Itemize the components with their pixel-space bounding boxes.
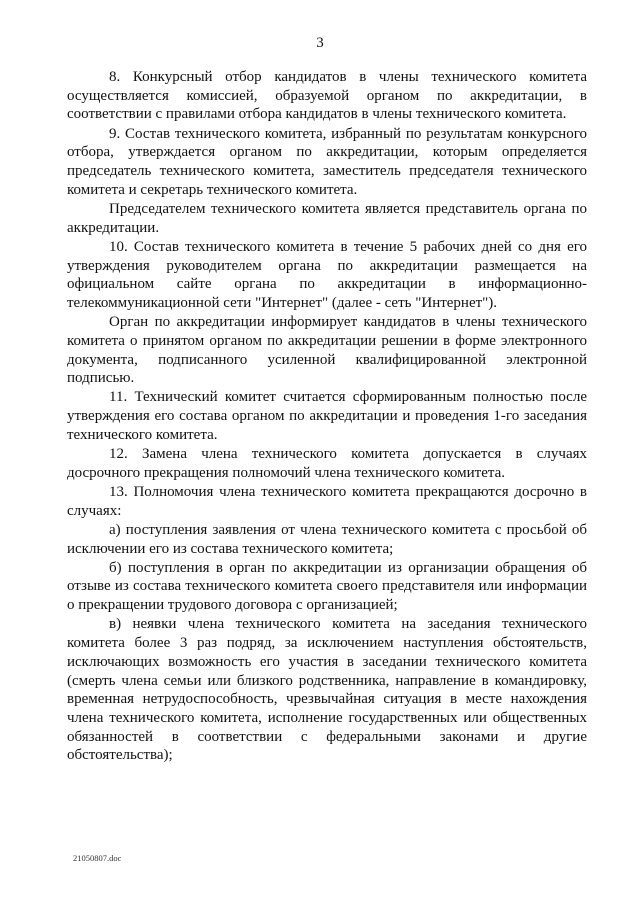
paragraph-chairman: Председателем технического комитета является представитель органа по аккредитации.: [67, 200, 587, 236]
document-body: [67, 68, 587, 766]
page-number: 3: [316, 35, 324, 51]
paragraph-item-11: 11. Технический комитет считается сформированным полностью после утверждения его состава органом по аккредитации и проведения 1-го заседания технического комитета.: [67, 389, 587, 443]
document-code: 21050807.doc: [73, 853, 122, 863]
paragraph-item-13: 13. Полномочия члена технического комитета прекращаются досрочно в случаях:: [67, 483, 587, 519]
paragraph-subitem-b: б) поступления в орган по аккредитации из организации обращения об отзыве из состава технического комитета своего представителя или информации о прекращении трудового договора с организацией;: [67, 559, 587, 614]
paragraph-item-10: 10. Состав технического комитета в течение 5 рабочих дней со дня его утверждения руководителем органа по аккредитации размещается на официальном сайте органа по аккредитации в информационно-телекоммуникационной сети "Интернет" (далее - сеть "Интернет").: [67, 238, 587, 311]
paragraph-subitem-v: в) неявки члена технического комитета на заседания технического комитета более 3 раз подряд, за исключением наступления обстоятельств, исключающих возможность его участия в заседании технического комитета (смерть члена семьи или близкого родственника, направление в командировку, временная нетрудоспособность, чрезвычайная ситуация в месте нахождения члена технического комитета, исполнение государственных или общественных обязанностей в соответствии с федеральными законами и другие обстоятельства);: [67, 616, 587, 764]
paragraph-item-8: 8. Конкурсный отбор кандидатов в члены технического комитета осуществляется комиссией, образуемой органом по аккредитации, в соответствии с правилами отбора кандидатов в члены технического комитета.: [67, 69, 587, 123]
paragraph-subitem-a: а) поступления заявления от члена технического комитета с просьбой об исключении его из состава технического комитета;: [67, 521, 587, 557]
paragraph-item-9: 9. Состав технического комитета, избранный по результатам конкурсного отбора, утверждается органом по аккредитации, которым определяется председатель технического комитета, заместитель председателя технического комитета и секретарь технического комитета.: [67, 125, 587, 198]
paragraph-item-12: 12. Замена члена технического комитета допускается в случаях досрочного прекращения полномочий члена технического комитета.: [67, 446, 587, 481]
paragraph-notification: Орган по аккредитации информирует кандидатов в члены технического комитета о принятом органом по аккредитации решении в форме электронного документа, подписанного усиленной квалифицированной электронной подписью.: [67, 314, 587, 387]
